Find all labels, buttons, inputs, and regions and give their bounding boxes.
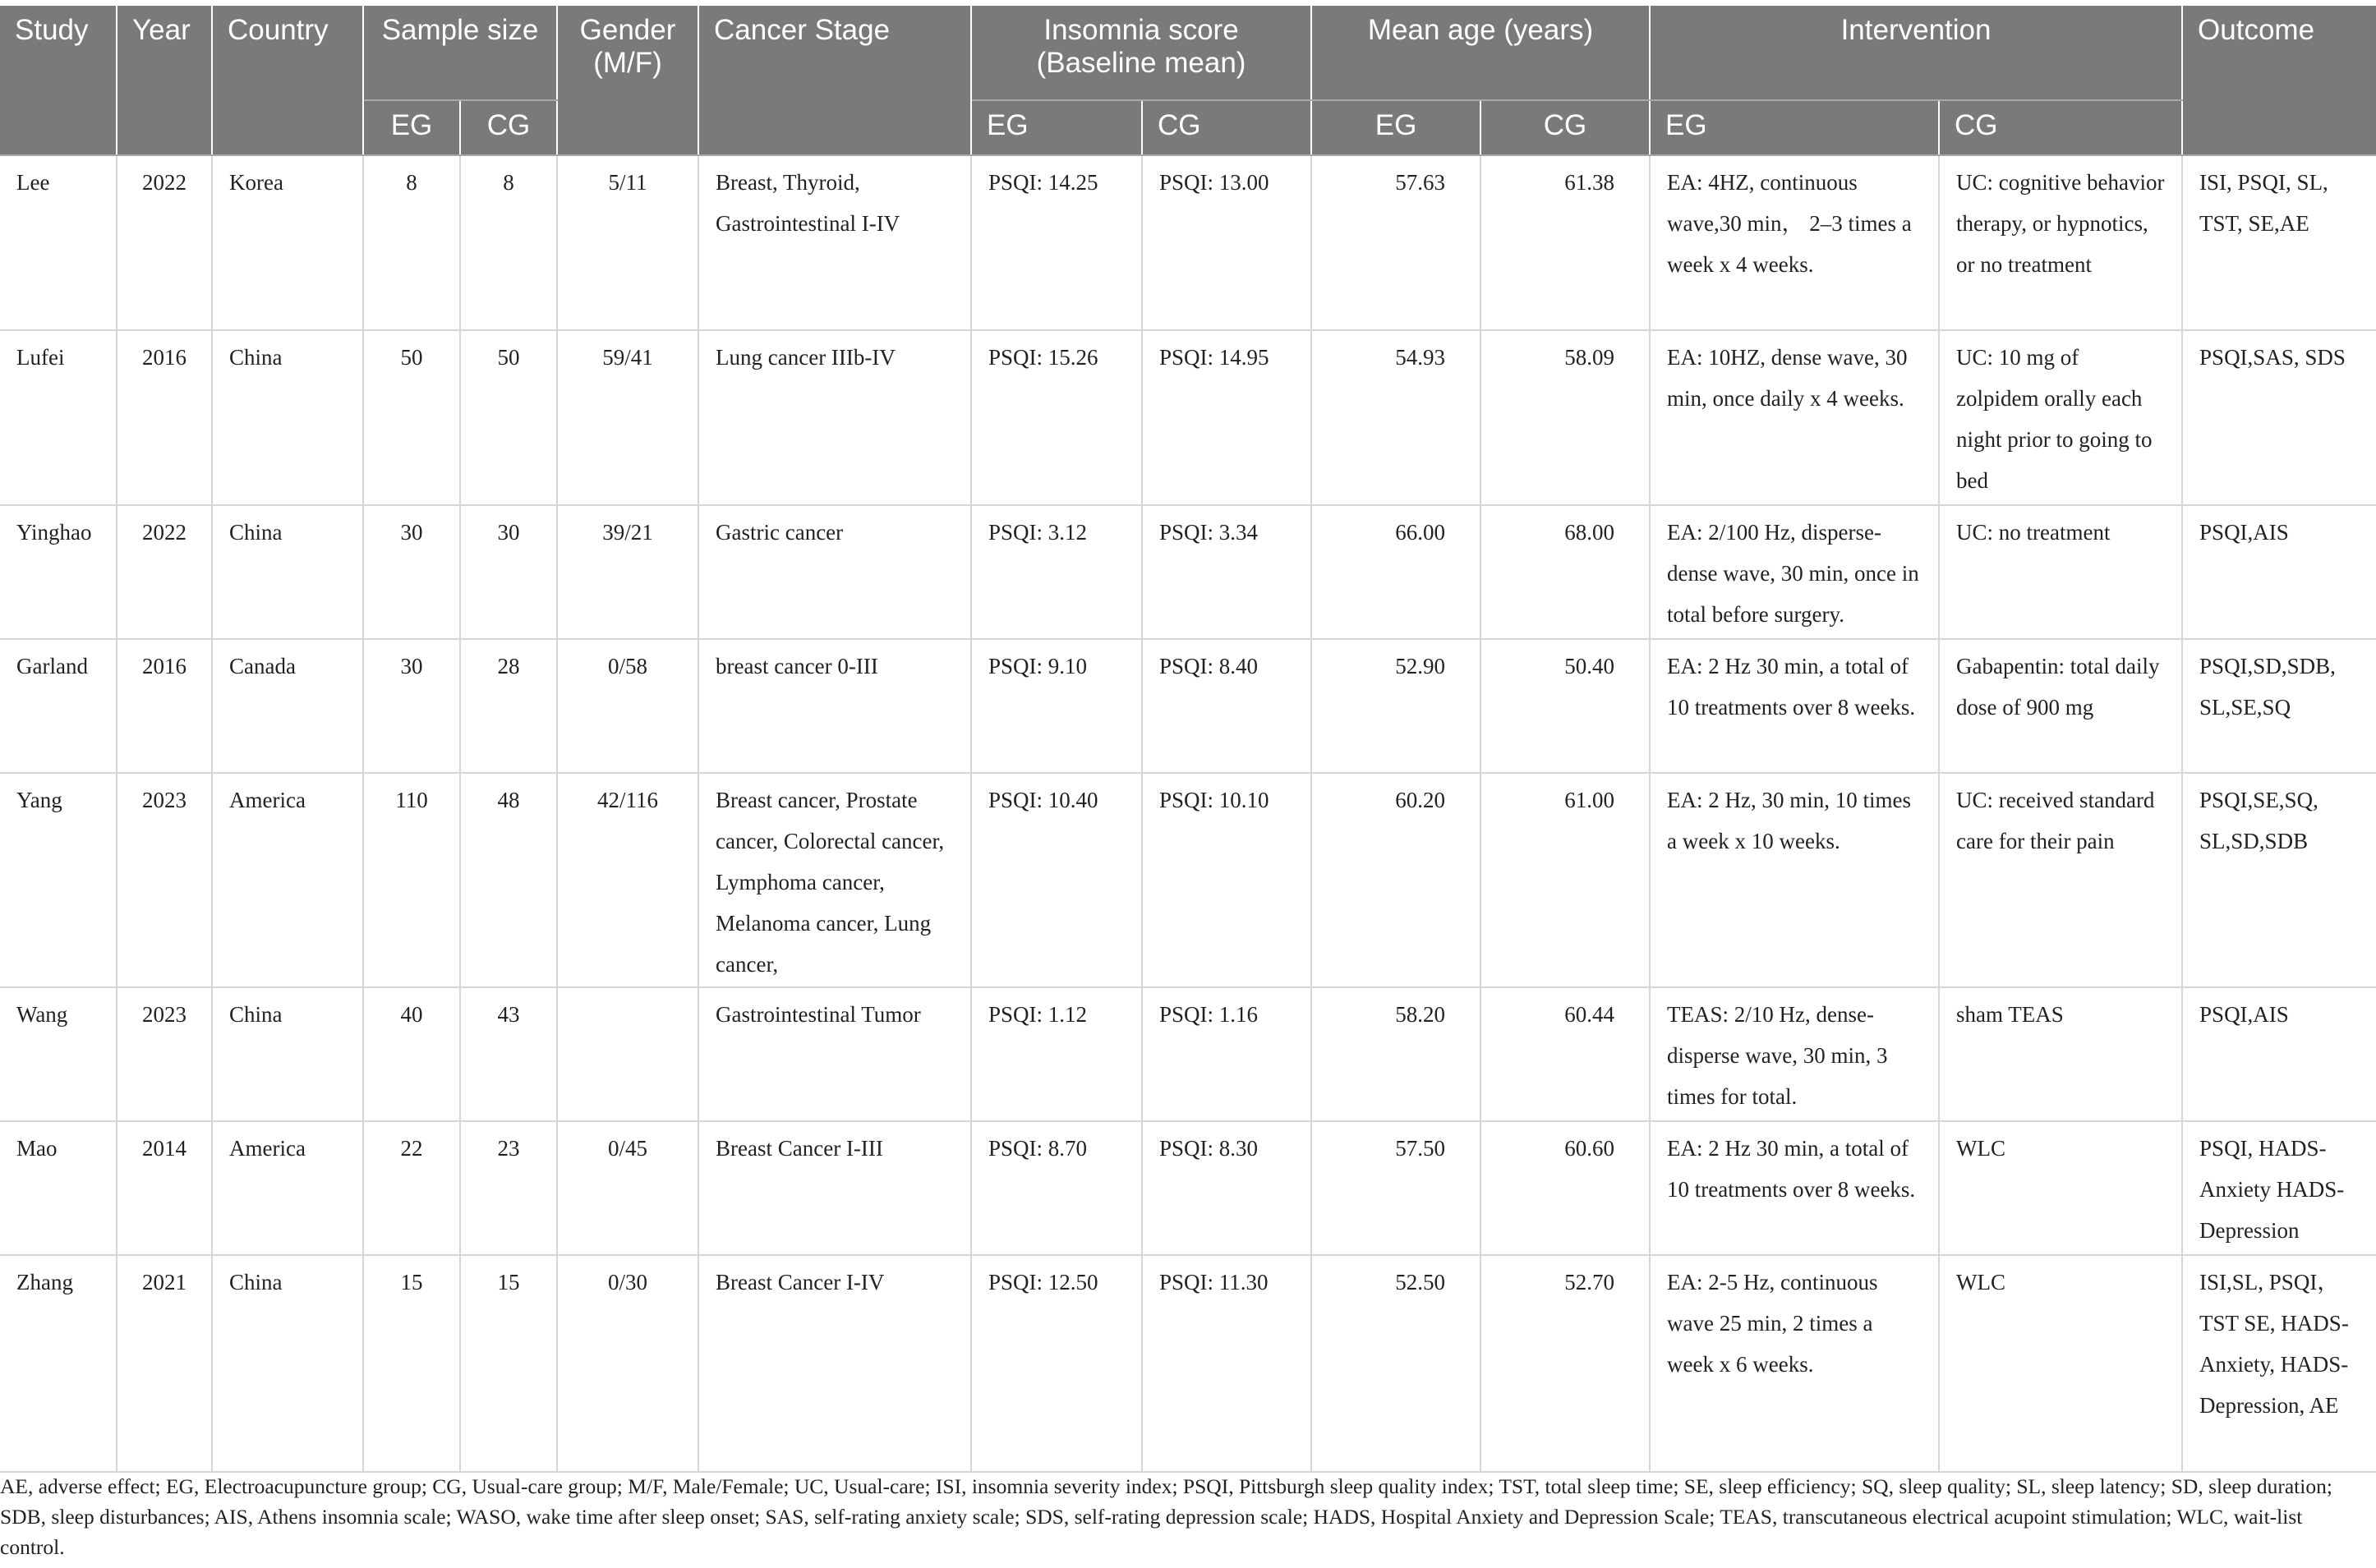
cell-gender: 59/41 [557,330,698,505]
cell-gender: 0/58 [557,639,698,773]
cell-insomnia-cg: PSQI: 10.10 [1142,773,1311,987]
cell-country: America [212,773,363,987]
cell-study: Lee [0,155,117,330]
header-country: Country [212,6,363,155]
cell-age-cg: 52.70 [1480,1255,1650,1472]
cell-intervention-cg: UC: cognitive behavior therapy, or hypnotics, or no treatment [1939,155,2182,330]
cell-intervention-eg: EA: 2/100 Hz, disperse-dense wave, 30 min, once in total before surgery. [1650,505,1939,639]
cell-year: 2023 [117,987,212,1121]
cell-age-eg: 52.50 [1311,1255,1480,1472]
cell-cancer-stage: Gastric cancer [698,505,971,639]
header-age-eg: EG [1311,100,1480,155]
header-sample-size: Sample size [363,6,557,100]
cell-country: China [212,1255,363,1472]
cell-country: China [212,330,363,505]
header-intervention-cg: CG [1939,100,2182,155]
cell-study: Garland [0,639,117,773]
table-row [0,987,2376,1121]
cell-insomnia-cg: PSQI: 3.34 [1142,505,1311,639]
header-gender: Gender (M/F) [557,6,698,155]
cell-study: Yang [0,773,117,987]
header-sample-eg: EG [363,100,460,155]
table-row [0,1255,2376,1472]
cell-sample-eg: 30 [363,505,460,639]
cell-intervention-eg: TEAS: 2/10 Hz, dense-disperse wave, 30 min, 3 times for total. [1650,987,1939,1121]
cell-sample-eg: 30 [363,639,460,773]
cell-intervention-cg: UC: 10 mg of zolpidem orally each night prior to going to bed [1939,330,2182,505]
cell-intervention-eg: EA: 2 Hz 30 min, a total of 10 treatments over 8 weeks. [1650,639,1939,773]
cell-year: 2022 [117,155,212,330]
cell-insomnia-cg: PSQI: 13.00 [1142,155,1311,330]
cell-outcome: PSQI,AIS [2182,505,2376,639]
cell-outcome: ISI, PSQI, SL, TST, SE,AE [2182,155,2376,330]
header-insomnia-cg: CG [1142,100,1311,155]
cell-sample-cg: 43 [460,987,557,1121]
cell-insomnia-eg: PSQI: 15.26 [971,330,1142,505]
header-cancer-stage: Cancer Stage [698,6,971,155]
cell-age-cg: 50.40 [1480,639,1650,773]
cell-sample-eg: 22 [363,1121,460,1255]
cell-country: China [212,505,363,639]
cell-insomnia-cg: PSQI: 11.30 [1142,1255,1311,1472]
cell-cancer-stage: Lung cancer IIIb-IV [698,330,971,505]
cell-intervention-eg: EA: 10HZ, dense wave, 30 min, once daily x 4 weeks. [1650,330,1939,505]
header-age-cg: CG [1480,100,1650,155]
cell-insomnia-eg: PSQI: 14.25 [971,155,1142,330]
cell-gender: 5/11 [557,155,698,330]
cell-insomnia-cg: PSQI: 8.30 [1142,1121,1311,1255]
table-row [0,505,2376,639]
cell-outcome: PSQI,SAS, SDS [2182,330,2376,505]
cell-sample-eg: 8 [363,155,460,330]
cell-age-eg: 54.93 [1311,330,1480,505]
cell-insomnia-cg: PSQI: 1.16 [1142,987,1311,1121]
cell-age-eg: 60.20 [1311,773,1480,987]
cell-gender: 39/21 [557,505,698,639]
cell-sample-cg: 30 [460,505,557,639]
cell-cancer-stage: breast cancer 0-III [698,639,971,773]
cell-age-eg: 57.63 [1311,155,1480,330]
cell-gender: 0/30 [557,1255,698,1472]
cell-outcome: PSQI,SD,SDB, SL,SE,SQ [2182,639,2376,773]
cell-insomnia-eg: PSQI: 3.12 [971,505,1142,639]
cell-year: 2016 [117,330,212,505]
cell-intervention-cg: UC: no treatment [1939,505,2182,639]
header-intervention: Intervention [1650,6,2182,100]
cell-cancer-stage: Breast, Thyroid, Gastrointestinal I-IV [698,155,971,330]
cell-age-cg: 60.44 [1480,987,1650,1121]
cell-insomnia-eg: PSQI: 8.70 [971,1121,1142,1255]
cell-insomnia-cg: PSQI: 8.40 [1142,639,1311,773]
header-mean-age: Mean age (years) [1311,6,1650,100]
table-row [0,330,2376,505]
header-outcome: Outcome [2182,6,2376,155]
cell-age-eg: 57.50 [1311,1121,1480,1255]
cell-sample-cg: 50 [460,330,557,505]
cell-outcome: ISI,SL, PSQI，TST SE, HADS-Anxiety, HADS-Depression, AE [2182,1255,2376,1472]
table-row [0,773,2376,987]
cell-age-eg: 52.90 [1311,639,1480,773]
header-sample-cg: CG [460,100,557,155]
cell-cancer-stage: Breast Cancer I-III [698,1121,971,1255]
cell-outcome: PSQI,SE,SQ, SL,SD,SDB [2182,773,2376,987]
cell-gender: 42/116 [557,773,698,987]
cell-year: 2014 [117,1121,212,1255]
cell-intervention-cg: UC: received standard care for their pain [1939,773,2182,987]
cell-study: Lufei [0,330,117,505]
cell-insomnia-cg: PSQI: 14.95 [1142,330,1311,505]
cell-year: 2021 [117,1255,212,1472]
cell-study: Yinghao [0,505,117,639]
cell-gender: 0/45 [557,1121,698,1255]
cell-sample-eg: 15 [363,1255,460,1472]
table-footnote: AE, adverse effect; EG, Electroacupuncture group; CG, Usual-care group; M/F, Male/Female; UC, Usual-care; ISI, insomnia severity index; PSQI, Pittsburgh sleep quality index; TST, total sleep time; SE, sleep efficiency; SQ, sleep quality; SL, sleep latency; SD, sleep duration; SDB, sleep disturbances; AIS, Athens insomnia scale; WASO, wake time after sleep onset; SAS, self-rating anxiety scale; SDS, self-rating depression scale; HADS, Hospital Anxiety and Depression Scale; TEAS, transcutaneous electrical acupoint stimulation; WLC, wait-list control. [0,1474,2332,1559]
header-insomnia-score: Insomnia score (Baseline mean) [971,6,1311,100]
cell-intervention-eg: EA: 2 Hz, 30 min, 10 times a week x 10 weeks. [1650,773,1939,987]
cell-insomnia-eg: PSQI: 12.50 [971,1255,1142,1472]
cell-study: Wang [0,987,117,1121]
cell-cancer-stage: Gastrointestinal Tumor [698,987,971,1121]
cell-country: China [212,987,363,1121]
cell-sample-cg: 8 [460,155,557,330]
cell-sample-eg: 50 [363,330,460,505]
cell-intervention-cg: Gabapentin: total daily dose of 900 mg [1939,639,2182,773]
study-characteristics-table-container [0,6,2376,1473]
cell-intervention-eg: EA: 2-5 Hz, continuous wave 25 min, 2 times a week x 6 weeks. [1650,1255,1939,1472]
cell-age-cg: 58.09 [1480,330,1650,505]
cell-insomnia-eg: PSQI: 10.40 [971,773,1142,987]
cell-age-cg: 60.60 [1480,1121,1650,1255]
header-intervention-eg: EG [1650,100,1939,155]
table-row [0,1121,2376,1255]
cell-cancer-stage: Breast cancer, Prostate cancer, Colorectal cancer, Lymphoma cancer, Melanoma cancer, Lung cancer, [698,773,971,987]
cell-sample-cg: 23 [460,1121,557,1255]
cell-cancer-stage: Breast Cancer I-IV [698,1255,971,1472]
cell-country: America [212,1121,363,1255]
cell-sample-cg: 48 [460,773,557,987]
cell-age-cg: 61.00 [1480,773,1650,987]
cell-age-cg: 61.38 [1480,155,1650,330]
cell-intervention-eg: EA: 4HZ, continuous wave,30 min， 2–3 times a week x 4 weeks. [1650,155,1939,330]
cell-year: 2022 [117,505,212,639]
cell-country: Canada [212,639,363,773]
cell-year: 2016 [117,639,212,773]
cell-intervention-eg: EA: 2 Hz 30 min, a total of 10 treatments over 8 weeks. [1650,1121,1939,1255]
cell-sample-cg: 15 [460,1255,557,1472]
cell-year: 2023 [117,773,212,987]
table-body [0,155,2376,1472]
cell-country: Korea [212,155,363,330]
header-insomnia-eg: EG [971,100,1142,155]
cell-study: Mao [0,1121,117,1255]
cell-insomnia-eg: PSQI: 9.10 [971,639,1142,773]
table-header [0,6,2376,155]
cell-intervention-cg: WLC [1939,1121,2182,1255]
cell-gender [557,987,698,1121]
header-study: Study [0,6,117,155]
cell-age-eg: 58.20 [1311,987,1480,1121]
cell-sample-cg: 28 [460,639,557,773]
cell-intervention-cg: WLC [1939,1255,2182,1472]
header-year: Year [117,6,212,155]
cell-study: Zhang [0,1255,117,1472]
table-row [0,639,2376,773]
cell-intervention-cg: sham TEAS [1939,987,2182,1121]
cell-insomnia-eg: PSQI: 1.12 [971,987,1142,1121]
cell-sample-eg: 110 [363,773,460,987]
cell-outcome: PSQI,AIS [2182,987,2376,1121]
cell-outcome: PSQI, HADS-Anxiety HADS-Depression [2182,1121,2376,1255]
cell-age-eg: 66.00 [1311,505,1480,639]
cell-sample-eg: 40 [363,987,460,1121]
study-characteristics-table [0,6,2376,1473]
cell-age-cg: 68.00 [1480,505,1650,639]
table-row [0,155,2376,330]
